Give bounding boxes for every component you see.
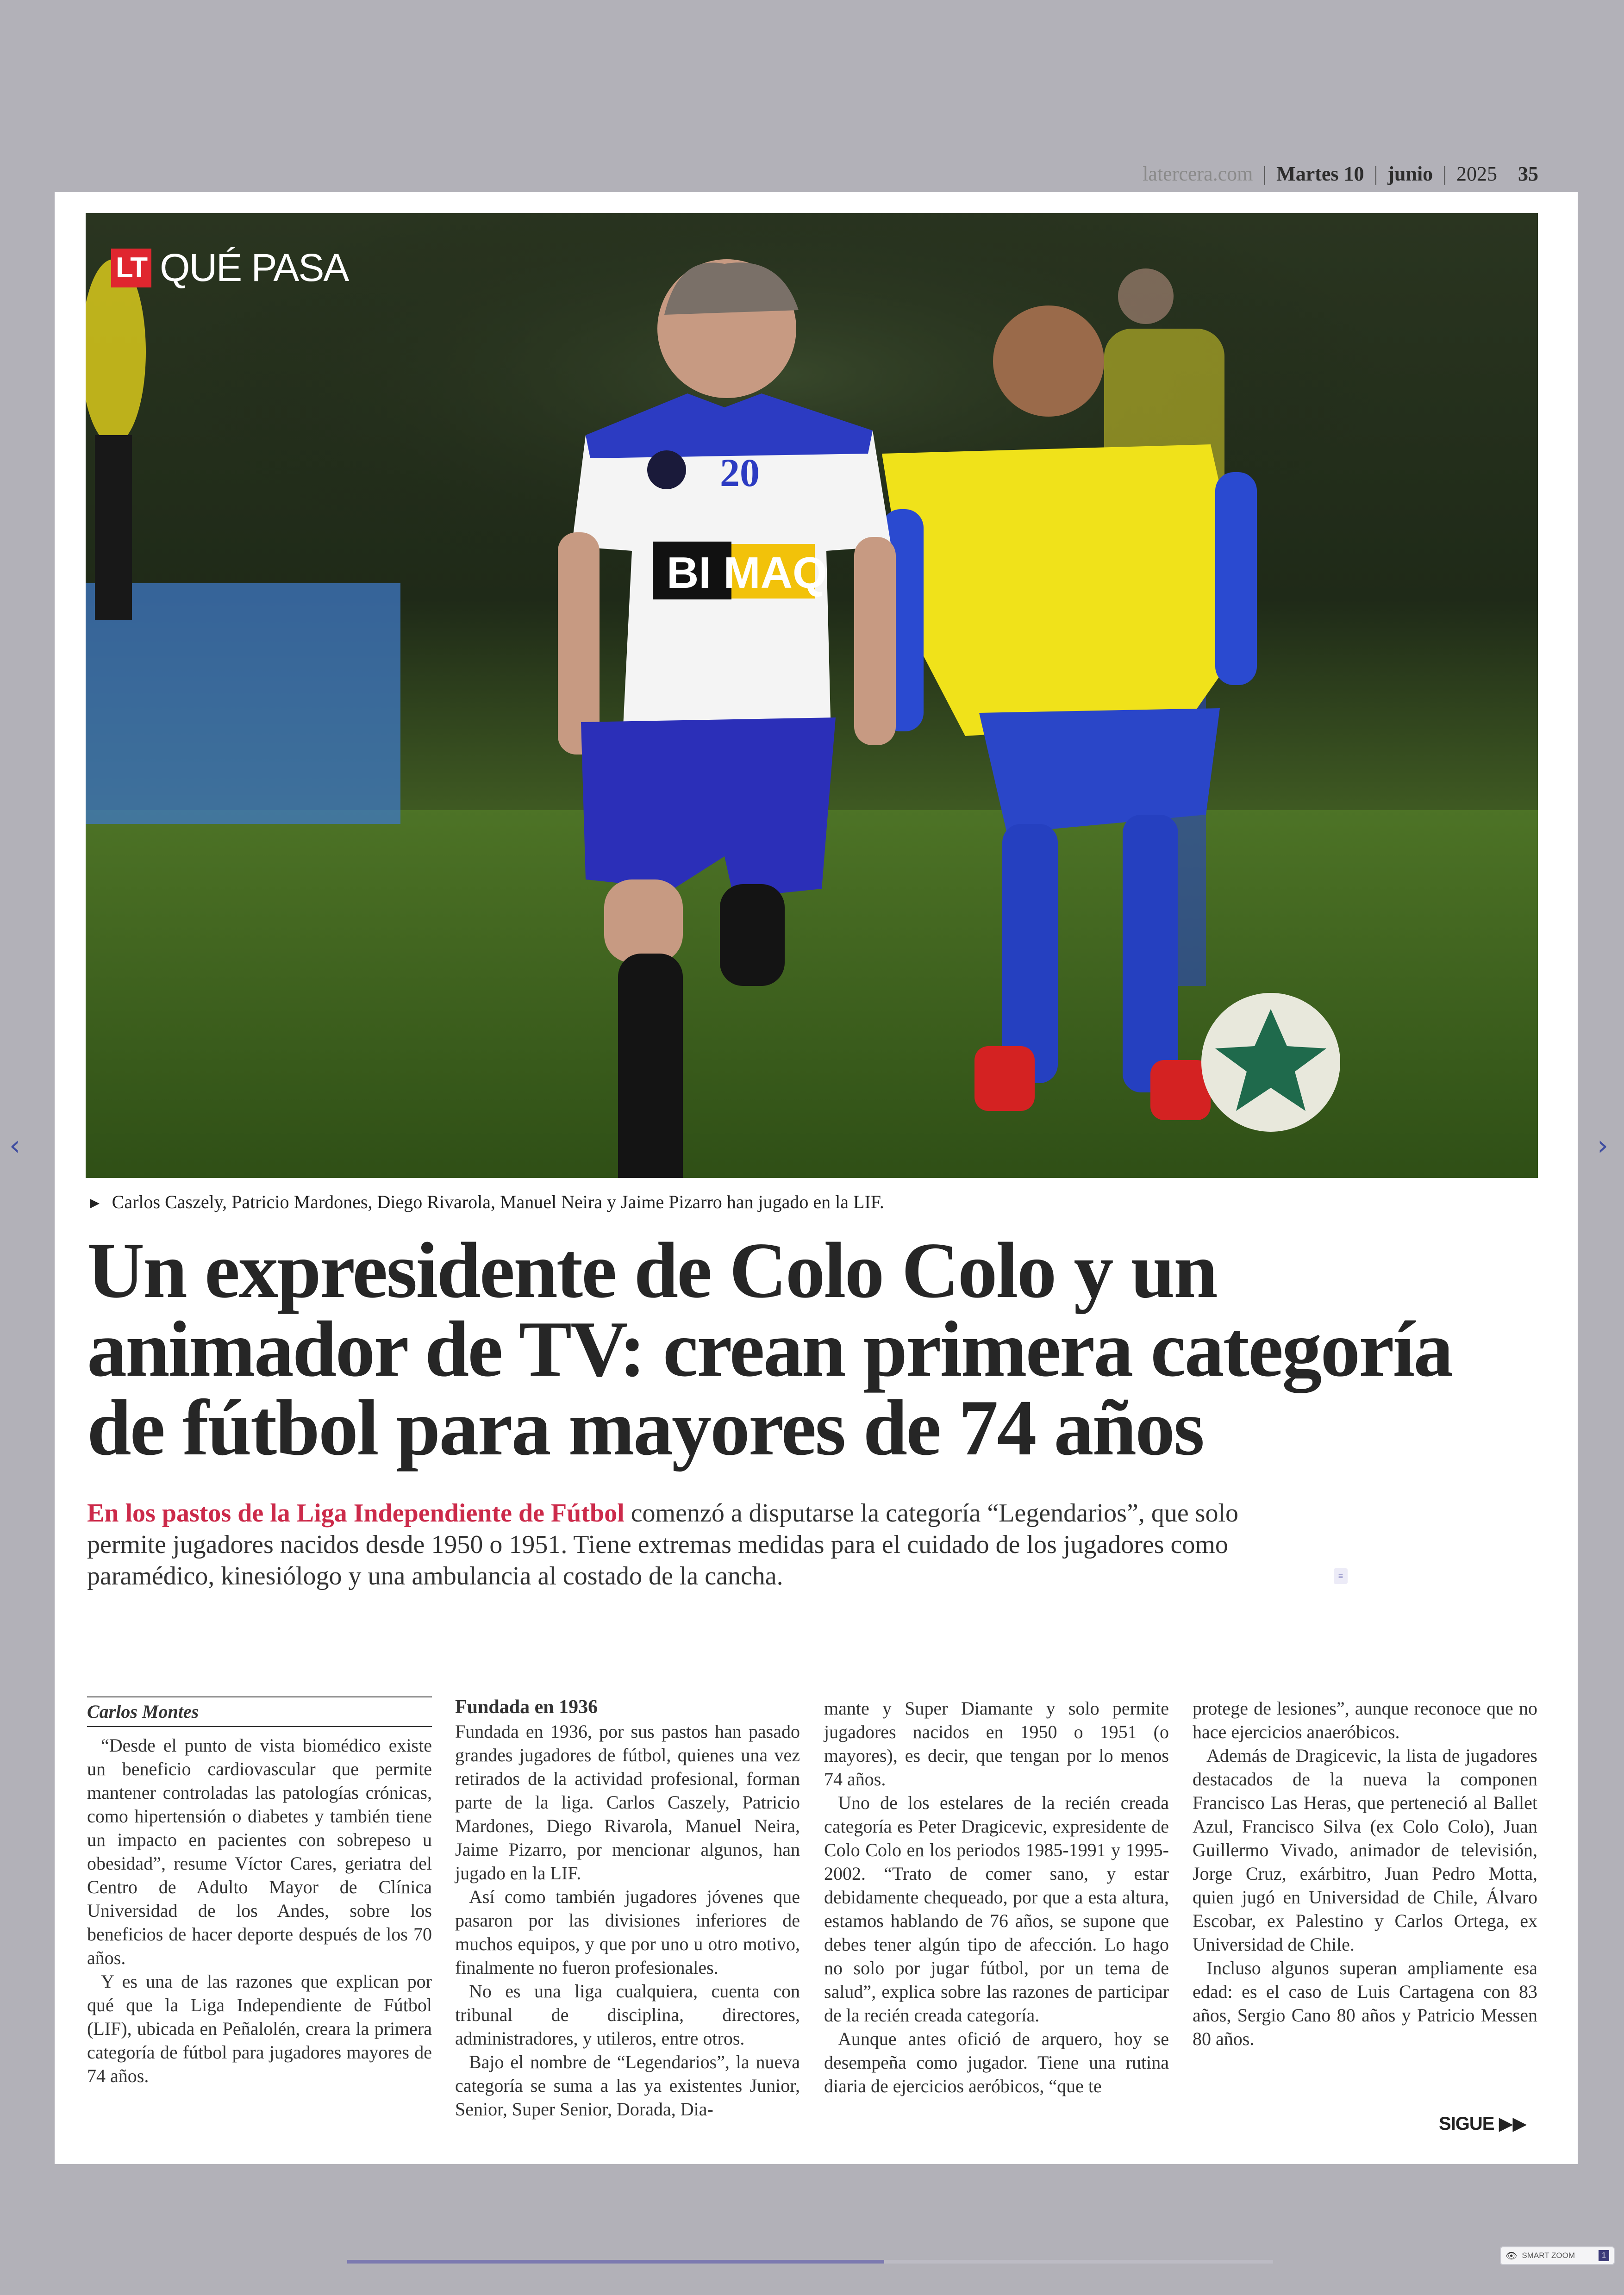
- smart-zoom-label: SMART ZOOM: [1522, 2251, 1575, 2260]
- body-paragraph: No es una liga cualquiera, cuenta con tribunal de disciplina, directores, administradores, y utileros, entre otros.: [455, 1981, 800, 2049]
- lead-photo: [86, 213, 1538, 1178]
- reading-progress-fill: [347, 2260, 884, 2264]
- body-paragraph: Aunque antes ofició de arquero, hoy se desempeña como jugador. Tiene una rutina diaria de ejercicios aeróbicos, “que te: [824, 2028, 1169, 2096]
- reading-progress-bar[interactable]: [347, 2260, 1273, 2264]
- lead-text: comenzó a disputarse la categoría “Legendarios”, que solo permite jugadores nacidos desde 1950 o 1951. Tiene extremas medidas para el cuidado de los jugadores como paramédico, kinesiólogo y una ambulancia al costado de la cancha.: [87, 1499, 1239, 1590]
- lead-highlight: En los pastos de la Liga Independiente de Fútbol: [87, 1499, 625, 1528]
- folio-separator: |: [1443, 162, 1447, 185]
- site-name: latercera.com: [1143, 162, 1253, 185]
- body-paragraph: Uno de los estelares de la recién creada categoría es Peter Dragicevic, expresidente de Colo Colo en los periodos 1985-1991 y 1995-2002. “Trato de comer sano, y estar debidamente chequeado, por que a esta altura, estamos hablando de 76 años, se supone que debes tener algún tipo de afección. Lo hago no solo por jugar fútbol, por un tema de salud”, explica sobre las razones de participar de la recién creada categoría.: [824, 1792, 1169, 2026]
- photo-illustration: [86, 213, 1538, 1178]
- section-subhead: Fundada en 1936: [455, 1696, 598, 1718]
- smart-zoom-badge: 1: [1599, 2250, 1609, 2261]
- headline-line: Un expresidente de Colo Colo y un: [87, 1227, 1217, 1315]
- body-paragraph: Así como también jugadores jóvenes que pasaron por las divisiones inferiores de muchos equipos, y que por uno u otro motivo, finalmente no fueron profesionales.: [455, 1886, 800, 1978]
- page-folio: [1143, 162, 1538, 186]
- jersey-number: 20: [720, 450, 760, 495]
- brand-logo-badge: LT: [111, 249, 151, 287]
- folio-separator: |: [1374, 162, 1378, 185]
- body-paragraph: Y es una de las razones que explican por qué que la Liga Independiente de Fútbol (LIF), ubicada en Peñalolén, creara la primera categoría de fútbol para jugadores mayores de 74 años.: [87, 1971, 432, 2086]
- previous-page-arrow-icon[interactable]: ‹: [9, 1129, 20, 1162]
- body-paragraph: mante y Super Diamante y solo permite jugadores nacidos en 1950 o 1951 (o mayores), es decir, que tengan por lo menos 74 años.: [824, 1698, 1169, 1790]
- body-paragraph: Además de Dragicevic, la lista de jugadores destacados de la nueva la componen Francisco Las Heras, que perteneció al Ballet Azul, Francisco Silva (ex Colo Colo), Juan Guillermo Vivado, animador de televisión, Jorge Cruz, exárbitro, Juan Pedro Motta, quien jugó en Universidad de Chile, Álvaro Escobar, ex Palestino y Carlos Ortega, ex Universidad de Chile.: [1193, 1745, 1537, 1955]
- jersey-sponsor: BI MAQ: [667, 548, 827, 598]
- section-name: QUÉ PASA: [160, 246, 349, 289]
- article-column-3: [824, 1696, 1169, 2098]
- folio-date: Martes 10: [1276, 162, 1364, 185]
- smart-zoom-button[interactable]: [1500, 2246, 1615, 2265]
- eye-icon: 👁: [1505, 2251, 1518, 2261]
- note-icon[interactable]: ≡: [1334, 1568, 1348, 1584]
- body-paragraph: “Desde el punto de vista biomédico existe un beneficio cardiovascular que permite mantener controladas las patologías crónicas, como hipertensión o diabetes y también tiene un impacto en pacientes con sobrepeso u obesidad”, resume Víctor Cares, geriatra del Centro de Adulto Mayor de Clínica Universidad de los Andes, sobre los beneficios de hacer deporte después de los 70 años.: [87, 1735, 432, 1968]
- headline-line: animador de TV: crean primera categoría: [87, 1305, 1452, 1393]
- folio-year: 2025: [1456, 162, 1497, 185]
- article-column-4: [1193, 1696, 1537, 2051]
- section-brand: [111, 245, 348, 290]
- article-column-1: [87, 1696, 432, 2088]
- body-paragraph: protege de lesiones”, aunque reconoce que no hace ejercicios anaeróbicos.: [1193, 1698, 1537, 1742]
- page-number: 35: [1518, 162, 1538, 185]
- body-paragraph: Bajo el nombre de “Legendarios”, la nueva categoría se suma a las ya existentes Junior, Senior, Super Senior, Dorada, Dia-: [455, 2052, 800, 2120]
- article-lead: [87, 1497, 1309, 1592]
- continue-label: SIGUE ▶▶: [1439, 2114, 1527, 2134]
- next-page-arrow-icon[interactable]: ›: [1597, 1129, 1608, 1162]
- article-column-2: [455, 1696, 800, 2121]
- folio-month: junio: [1387, 162, 1433, 185]
- newspaper-page: [55, 192, 1578, 2164]
- body-paragraph: Incluso algunos superan ampliamente esa edad: es el caso de Luis Cartagena con 83 años, Sergio Cano 80 años y Patricio Messen 80 años.: [1193, 1958, 1537, 2049]
- caption-text: Carlos Caszely, Patricio Mardones, Diego Rivarola, Manuel Neira y Jaime Pizarro han jugado en la LIF.: [112, 1191, 884, 1212]
- author-byline: Carlos Montes: [87, 1696, 432, 1727]
- headline-line: de fútbol para mayores de 74 años: [87, 1384, 1204, 1472]
- folio-separator: |: [1262, 162, 1267, 185]
- caption-arrow-icon: ►: [87, 1195, 103, 1212]
- photo-caption: [87, 1191, 884, 1213]
- body-paragraph: Fundada en 1936, por sus pastos han pasado grandes jugadores de fútbol, quienes una vez retirados de la actividad profesional, forman parte de la liga. Carlos Caszely, Patricio Mardones, Diego Rivarola, Manuel Neira, Jaime Pizarro, por mencionar algunos, han jugado en la LIF.: [455, 1721, 800, 1883]
- article-headline: [87, 1227, 1531, 1472]
